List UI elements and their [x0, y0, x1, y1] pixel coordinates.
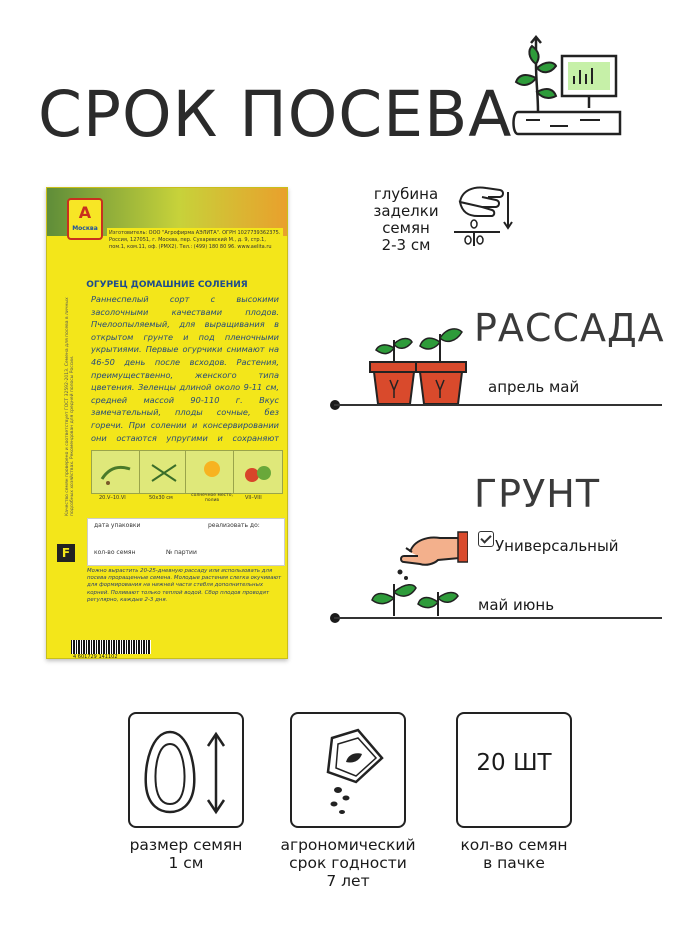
shelf-life-caption: [258, 836, 438, 890]
hand-planting-icon: [368, 528, 468, 620]
seed-count-caption-line1: кол-во семян: [460, 836, 568, 854]
soil-type: Универсальный: [495, 537, 619, 555]
sun-icon: [196, 457, 228, 487]
seed-count-card: [456, 712, 572, 828]
seedling-pots-icon: [366, 318, 470, 408]
packet-logo-sub: Москва: [72, 225, 98, 232]
seedling-months: апрель май: [488, 378, 580, 396]
check-icon: [478, 531, 494, 547]
harvest-icon: [242, 457, 276, 487]
shelf-life-caption-line2: срок годности: [289, 854, 407, 872]
depth-line-4: 2-3 см: [381, 236, 431, 254]
sprout-chart-icon: [510, 34, 630, 144]
hand-seed-depth-icon: [452, 180, 518, 250]
seedling-title: РАССАДА: [474, 306, 665, 350]
seed-packet: [46, 187, 288, 659]
ground-title: ГРУНТ: [474, 472, 601, 516]
page-title: СРОК ПОСЕВА: [38, 78, 513, 151]
seed-hand-icon: [100, 459, 134, 487]
strip-caption-1: 20.V–10.VI: [99, 495, 126, 501]
seed-count-caption: [424, 836, 604, 872]
seed-packet-icon: [306, 724, 396, 820]
seed-count-caption-line2: в пачке: [483, 854, 545, 872]
depth-line-1: глубина: [373, 185, 439, 203]
seed-count-value: 20 ШТ: [476, 750, 552, 776]
packet-heading: ОГУРЕЦ ДОМАШНИЕ СОЛЕНИЯ: [86, 280, 248, 290]
packet-description: Раннеспелый сорт с высокими засолочными качествами плодов. Пчелоопыляемый, для выращивания в открытом грунте и под пленочными укрытиями. Первые огурчики снимают на 46-50 день после всходов. Растения, преимущественно, женского типа цветения. Зеленцы длиной около 9-11 см, средней массой 90-110 г. Вкус замечательный, плоды сочные, без горечи. При солении и консервировании они остаются упругими и сохраняют: [91, 294, 279, 443]
strip-caption-3: солнечное место, полив: [191, 493, 233, 503]
packet-maker: Изготовитель: ООО "Агрофирма АЭЛИТА". ОГРН 1027739362375. Россия, 127051, г. Москва, пер. Сухаревский М., д. 9, стр.1, пом.1, ком.11, оф. (РМХ2). Тел.: (499) 180 80 96. www.aelita.ru: [107, 228, 283, 253]
depth-line-2: заделки: [373, 202, 439, 220]
spacing-arrows-icon: [148, 459, 180, 487]
seedling-timeline: [334, 404, 662, 406]
packet-note: Можно вырастить 20-25-дневную рассаду или использовать для посева проращенные семена. Молодые растения слегка окучивают для формирования на нижней части стебля дополнительных корней. Поливают только теплой водой. Сбор плодов проводят регулярно, каждые 2-3 дня.: [87, 568, 282, 603]
pack-date-label: дата упаковки: [94, 522, 141, 529]
ground-timeline: [334, 617, 662, 619]
shelf-life-card: [290, 712, 406, 828]
packet-side-text: Качество семян проверено и соответствует ГОСТ 32592-2013. Семена для посева в личных подсобных хозяйствах. Рекомендован для средней полосы России.: [65, 297, 75, 516]
depth-label: [362, 186, 450, 254]
cert-badge-icon: F: [57, 544, 75, 562]
seed-count-label: кол-во семян: [94, 549, 136, 556]
seed-size-caption: [96, 836, 276, 872]
packet-logo-letter: А: [78, 203, 92, 222]
depth-line-3: семян: [382, 219, 430, 237]
barcode-number: 4 601729 141102: [73, 654, 118, 659]
packet-icon-strip: [91, 450, 283, 494]
ground-months: май июнь: [478, 596, 555, 614]
strip-caption-2: 50x30 см: [149, 495, 173, 501]
seed-size-icon: [138, 724, 238, 820]
shelf-life-caption-line3: 7 лет: [326, 872, 370, 890]
strip-caption-4: VII–VIII: [245, 495, 262, 501]
barcode: [71, 640, 151, 654]
shelf-life-caption-line1: агрономический: [280, 836, 416, 854]
sell-by-label: реализовать до:: [208, 522, 260, 529]
packet-logo: [67, 198, 103, 240]
seed-size-card: [128, 712, 244, 828]
seed-size-caption-line2: 1 см: [168, 854, 204, 872]
packet-info-box: [87, 518, 285, 566]
seed-size-caption-line1: размер семян: [129, 836, 243, 854]
lot-label: № партии: [166, 549, 197, 556]
